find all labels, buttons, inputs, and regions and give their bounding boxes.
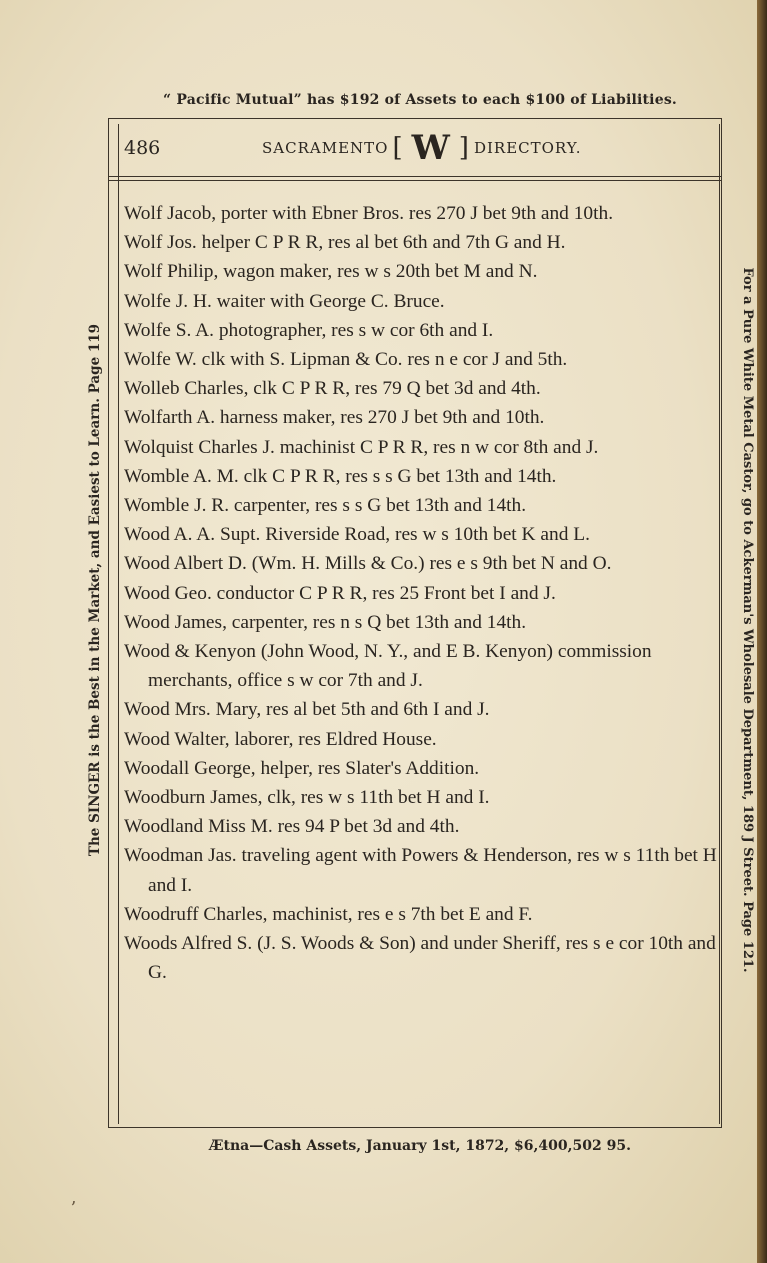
directory-entry: Wolfe S. A. photographer, res s w cor 6th and I.	[124, 319, 494, 341]
directory-entry: Wood Albert D. (Wm. H. Mills & Co.) res e s 9th bet N and O.	[124, 553, 612, 575]
stray-ink-mark: ʼ	[70, 1198, 76, 1219]
directory-entry: Wolleb Charles, clk C P R R, res 79 Q bet 3d and 4th.	[124, 378, 541, 400]
directory-entry: Woodruff Charles, machinist, res e s 7th bet E and F.	[124, 903, 533, 925]
directory-entry: Wood Mrs. Mary, res al bet 5th and 6th I and J.	[124, 699, 490, 721]
directory-entry: Wolf Jos. helper C P R R, res al bet 6th and 7th G and H.	[124, 232, 566, 254]
book-binding-edge	[757, 0, 767, 1263]
directory-entry: Womble A. M. clk C P R R, res s s G bet 13th and 14th.	[124, 465, 557, 487]
directory-entry: Womble J. R. carpenter, res s s G bet 13th and 14th.	[124, 495, 527, 517]
directory-entries	[124, 199, 724, 987]
directory-entry: Woods Alfred S. (J. S. Woods & Son) and under Sheriff, res s e cor 10th and G.	[124, 933, 716, 984]
directory-entry: Wolfe W. clk with S. Lipman & Co. res n e cor J and 5th.	[124, 349, 568, 371]
directory-entry: Woodall George, helper, res Slater's Addition.	[124, 757, 480, 779]
directory-entry: Wood James, carpenter, res n s Q bet 13th and 14th.	[124, 611, 527, 633]
section-letter: W	[411, 128, 451, 168]
directory-entry: Woodman Jas. traveling agent with Powers & Henderson, res w s 11th bet H and I.	[124, 845, 717, 896]
directory-entry: Wood A. A. Supt. Riverside Road, res w s 10th bet K and L.	[124, 524, 590, 546]
bracket-open: [	[392, 133, 404, 163]
right-margin-advertisement: For a Pure White Metal Castor, go to Ackerman's Wholesale Department, 189 J Street. Page 121.	[740, 267, 755, 973]
directory-entry: Wood Geo. conductor C P R R, res 25 Front bet I and J.	[124, 582, 556, 604]
bottom-advertisement: Ætna—Cash Assets, January 1st, 1872, $6,400,502 95.	[209, 1138, 631, 1154]
directory-entry: Woodland Miss M. res 94 P bet 3d and 4th.	[124, 816, 460, 838]
top-advertisement: “ Pacific Mutual” has $192 of Assets to each $100 of Liabilities.	[163, 92, 677, 108]
directory-entry: Wood Walter, laborer, res Eldred House.	[124, 728, 437, 750]
directory-entry: Wolf Jacob, porter with Ebner Bros. res 270 J bet 9th and 10th.	[124, 203, 614, 224]
directory-entry: Wood & Kenyon (John Wood, N. Y., and E B. Kenyon) commission merchants, office s w cor 7th and J.	[124, 641, 652, 692]
left-margin-advertisement: The SINGER is the Best in the Market, and Easiest to Learn. Page 119	[87, 323, 103, 857]
directory-entry: Wolquist Charles J. machinist C P R R, res n w cor 8th and J.	[124, 436, 599, 458]
directory-entry: Wolf Philip, wagon maker, res w s 20th bet M and N.	[124, 261, 538, 283]
bracket-close: ]	[458, 133, 470, 163]
directory-entry: Woodburn James, clk, res w s 11th bet H and I.	[124, 787, 490, 809]
directory-entry: Wolfarth A. harness maker, res 270 J bet 9th and 10th.	[124, 407, 545, 429]
running-head	[262, 128, 602, 168]
running-head-city: SACRAMENTO	[262, 139, 389, 157]
header-rule	[108, 176, 722, 177]
running-head-title: DIRECTORY.	[473, 139, 582, 157]
page-number: 486	[124, 137, 161, 159]
directory-entry: Wolfe J. H. waiter with George C. Bruce.	[124, 290, 445, 312]
header-rule-second	[108, 180, 722, 181]
